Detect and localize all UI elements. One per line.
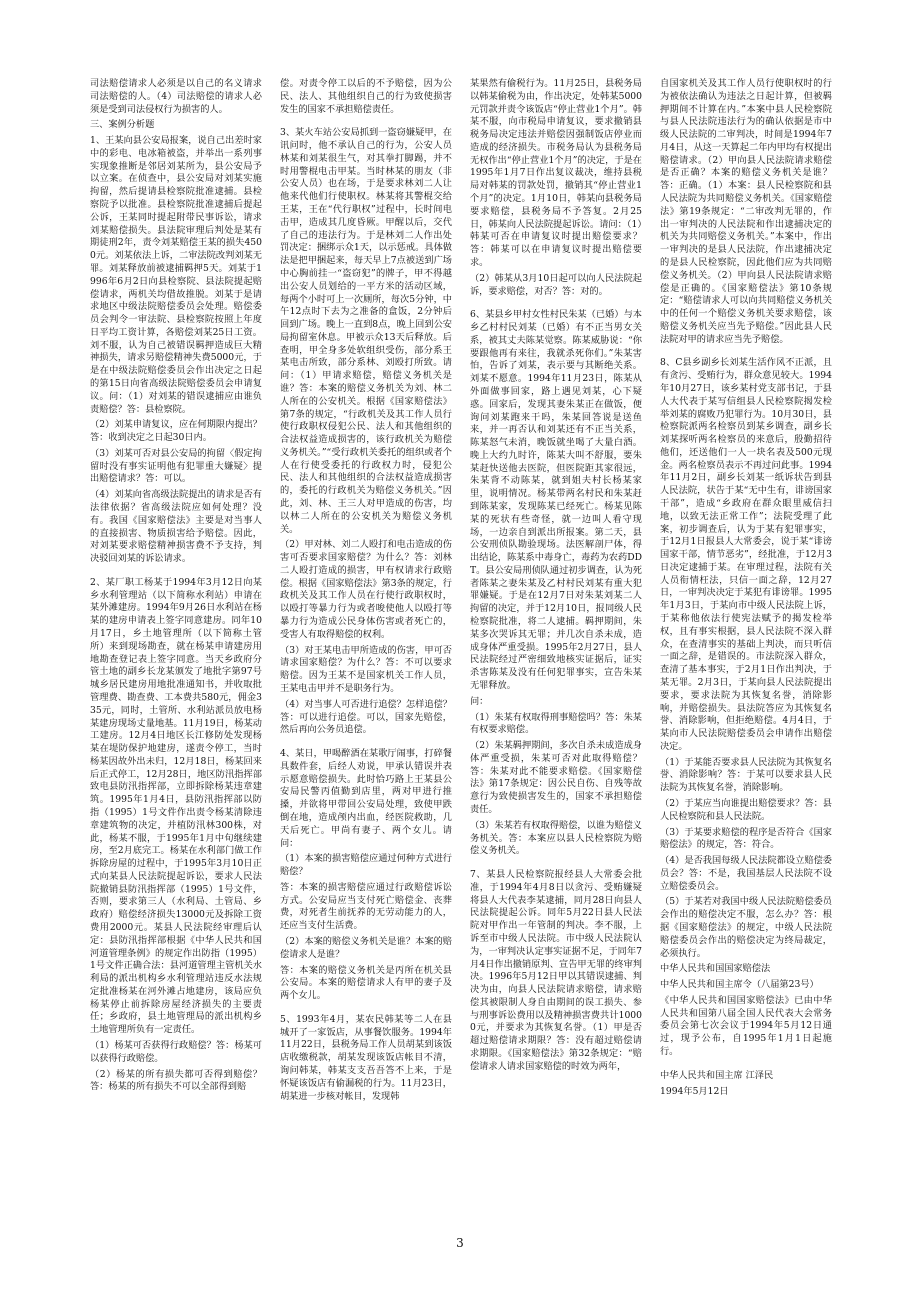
paragraph-gap [280, 1006, 452, 1014]
paragraph: （1）杨某可否获得行政赔偿？答：杨某可以获得行政赔偿。 [90, 1040, 262, 1064]
paragraph: （2）本案的赔偿义务机关是谁？本案的赔偿请求人是谁？ [280, 936, 452, 960]
paragraph-gap [660, 1062, 832, 1070]
paragraph: 7、某县人民检察院报经县人大常委会批准，于1994年4月8日以贪污、受贿嫌疑将县人大代表李某逮捕，同月28日向县人民法院提起公诉。同年5月22日县人民法院对甲作出一年管制的判决。李不服，上诉至市中级人民法院。市中级人民法院认为，一审判决认定事实证据不足，于同年7月4日作出撤销原判、宣告甲无罪的终审判决。1996年5月12日甲以其错误逮捕、判决为由，向县人民法院请求赔偿，请求赔偿其被限制人身自由期间的误工损失、参与刑事诉讼费用以及精神损害费共计10000元，并要求为其恢复名誉。（1）甲是否超过赔偿请求期限？答：没有超过赔偿请求期限。《国家赔偿法》第32条规定：“赔偿请求人请求国家赔偿的时效为两年， [470, 869, 642, 1072]
paragraph: （2）韩某从3月10日起可以向人民法院起诉，要求赔偿，对否？答：对的。 [470, 272, 642, 297]
paragraph: （3）于某要求赔偿的程序是否符合《国家赔偿法》的规定，答：符合。 [660, 826, 832, 851]
paragraph: 偿。对责令停工以后的不予赔偿，因为公民、法人、其他组织自己的行为致使损害发生的国家不承担赔偿责任。 [280, 78, 452, 115]
paragraph: 三、案例分析题 [90, 119, 155, 131]
paragraph: （2）甲对林、刘二人殴打和电击造成的伤害可否要求国家赔偿？为什么？答：刘林二人殴打造成的损害，甲有权请求行政赔偿。根据《国家赔偿法》第3条的规定，行政机关及其工作人员在行使行政职权时，以殴打等暴力行为或者唆使他人以殴打等暴力行为造成公民身体伤害或者死亡的，受害人有取得赔偿的权利。 [280, 539, 452, 640]
column-3 [470, 78, 642, 1233]
paragraph: （4）对当事人可否进行追偿？怎样追偿？答：可以进行追偿。可以，国家先赔偿，然后再向公务员追偿。 [280, 698, 452, 736]
paragraph: （3）朱某若有权取得赔偿，以谁为赔偿义务机关。答：本案应以县人民检察院为赔偿义务机关。 [470, 819, 642, 857]
paragraph-gap [90, 569, 262, 577]
paragraph: （1）本案的损害赔偿应通过何种方式进行赔偿？ [280, 853, 452, 878]
paragraph: 司法赔偿请求人必须是以自己的名义请求司法赔偿的人。（4）司法赔偿的请求人必须是受到司法侵权行为损害的人。 [90, 78, 262, 115]
page-number: 3 [456, 1236, 464, 1250]
column-2 [280, 78, 452, 1233]
text-columns [90, 78, 832, 1233]
paragraph: （3）对王某电击甲所造成的伤害，甲可否请求国家赔偿？为什么？答：不可以要求赔偿。因为王某不是国家机关工作人员，王某电击甲并不是职务行为。 [280, 644, 452, 694]
paragraph: （1）朱某有权取得刑事赔偿吗？答：朱某有权要求赔偿。 [470, 711, 642, 736]
paragraph: 5、1993年4月，某农民韩某等二人在县城开了一家饭店，从事餐饮服务。1994年11月22日，县税务局工作人员胡某到该饭店收缴税款，胡某发现该饭店帐目不清，询问韩某，韩某支支吾吾答不上来，于是怀疑该饭店有偷漏税的行为。11月23日，胡某进一步核对帐目，发现韩 [280, 1013, 452, 1102]
paragraph: （1）于某能否要求县人民法院为其恢复名誉、消除影响？答：于某可以要求县人民法院为其恢复名誉，消除影响。 [660, 756, 832, 794]
paragraph: 中华人民共和国国家赔偿法 [660, 963, 771, 975]
paragraph: （5）于某若对我国中级人民法院赔偿委员会作出的赔偿决定不服，怎么办？答：根据《国家赔偿法》的规定，中级人民法院赔偿委员会作出的赔偿决定为终局裁定，必须执行。 [660, 896, 832, 959]
paragraph: 3、某火车站公安局抓到一盗窃嫌疑甲，在讯问时，他不承认自己的行为，公安人员林某和刘某很生气，对其拳打脚踢，并不时用警棍电击甲某。当时林某的朋友（非公安人员）也在场，于是要求林刘二人让他来代他们行使职权。林某将其警棍交给王某，王在“代行职权”过程中，长时间电击甲，造成其几度昏厥。甲醒以后，交代了自己的违法行为。于是林刘二人作出处罚决定：捆绑示众1天，以示惩戒。具体做法是把甲捆起来，每天早上7点被送到广场中心胸前挂一“盗窃犯”的牌子，甲不得越出公安人员划给的一平方米的活动区域，每两个小时可上一次厕所，每次5分钟，中午12点时下去为之准备的盒饭，2分钟后回到广场。晚上一直到8点，晚上回到公安局拘留室休息。甲被示众13天后释放。后查明，甲全身多处软组织受伤，部分系王某电击所致，部分系林、刘殴打所致。请问：（1）甲请求赔偿，赔偿义务机关是谁？答：本案的赔偿义务机关为刘、林二人所在的公安机关。根据《国家赔偿法》第7条的规定，“行政机关及其工作人员行使行政职权侵犯公民、法人和其他组织的合法权益造成损害的，该行政机关为赔偿义务机关。”“受行政机关委托的组织或者个人在行使受委托的行政权力时，侵犯公民、法人和其他组织的合法权益造成损害的，委托的行政机关为赔偿义务机关。”因此，刘、林、王三人对甲造成的伤害，均以林二人所在的公安机关为赔偿义务机关。 [280, 127, 452, 535]
paragraph: 8、C县乡副乡长刘某生活作风不正派，且有贪污、受贿行为，群众意见较大。1994年10月27日，该乡某村党支部书记，于县人大代表于某写信组县人民检察院揭发检举刘某的腐败乃犯罪行为。10月30日，县检察院派两名检察员到某乡调查，副乡长刘某探听两名检察员的来意后，殷勤招待他们，还送他们一人一块名表及500元现金。两名检察员表示不再过问此事。1994年11月2日，副乡长刘某一纸诉状告到县人民法院，状告于某“无中生有，诽谤国家干部”，造成“乡政府在群众眼里威信扫地，以致无法正常工作”；法院受理了此案，初步调查后，认为于某有犯罪事实，于12月1日报县人大常委会，说于某“诽谤国家干部，情节恶劣”，经批准，于12月3日决定逮捕于某。在审理过程，法院有关人员衔情枉法，只信一面之辞，12月27日，一审判决决定于某犯有诽谤罪。1995年1月3日，于某向市中级人民法院上诉，于某称他依法行使宪法赋予的揭发检举权，且有事实根据，县人民法院不深入群众，在查清事实的基础上判决，而只听信一面之辞，是错误的。市法院深入群众，查清了基本事实，于2月1日作出判决，于某无罪。2月3日，于某向县人民法院提出要求，要求法院为其恢复名誉，消除影响，并赔偿损失。县法院答应为其恢复名誉、消除影响，但拒绝赔偿。4月4日，于某向市人民法院赔偿委员会申请作出赔偿决定。 [660, 357, 832, 752]
paragraph: 答：本案的赔偿义务机关是丙所在机关县公安局。本案的赔偿请求人有甲的妻子及两个女儿。 [280, 964, 452, 1002]
column-4 [660, 78, 832, 1233]
paragraph: 答：本案的损害赔偿应通过行政赔偿诉讼方式。公安局应当支付死亡赔偿金、丧葬费，对死者生前抚养的无劳动能力的人，还应当支付生活费。 [280, 881, 452, 932]
paragraph: 2、某厂职工杨某于1994年3月12日向某乡水利管理站（以下简称水利站）申请在某外滩建房。1994年9月26日水利站在杨某的建房申请表上签字同意建房。同年10月17日，乡土地管理所（以下简称土管所）来到现场勘查，就在杨某申请建房用地勘查登记表上签字同意。当天乡政府分管土地的副乡长龙某颁发了地批字第97号城乡居民建房用地批准通知书，并收取批管理费、勘查费、工本费共580元，佣金335元，同时，土管所、水利站派员放电杨某建房现场丈量地基。11月19日，杨某动工建房。12月4日地区长江修防处发现杨某在堤防保护地建房，遂责令停工，当时杨某因故外出未归，12月18日，杨某回来后正式停工，12月28日，地区防汛指挥部致电县防汛指挥部，立即拆除杨某违章建筑。1995年1月4日，县防汛指挥部以防指（1995）1号文件作出责令杨某清除违章建筑物的决定，并植防汛林300株，对此，杨某不服，于1995年1月中旬继续建房，至2月底完工。杨某在水利部门做工作拆除房屋的过程中，于1995年3月10日正式向某县人民法院提起诉讼，要求人民法院撤销县防汛指挥部（1995）1号文件，否则，要求第三人（水利局、土管局、乡政府）赔偿经济损失13000元及拆除工资费用2000元。某县人民法院经审理后认定：县防汛指挥部根据《中华人民共和国河道管理条例》的规定作出防指（1995）1号文件正确合法：县河道管理主管机关水利局的派出机构乡水利管理站违反水法规定批准杨某在河外滩占地建房，该局应负杨某停止前拆除房屋经济损失的主要责任；乡政府，县土地管理局的派出机构乡土地管理所负有一定责任。 [90, 576, 262, 1036]
paragraph: （2）刘某申请复议，应在何期限内提出？答：收到决定之日起30日内。 [90, 419, 262, 444]
paragraph: 自国家机关及其工作人员行使职权时的行为被依法确认为违法之日起计算，但被羁押期间不计算在内。”本案中县人民检察院与县人民法院违法行为的确认依据是市中级人民法院的二审判决，时间是1994年7月4日，从这一天算起二年内甲均有权提出赔偿请求。（2）甲向县人民法院请求赔偿是否正确？本案的赔偿义务机关是谁？答：正确。（1）本案：县人民检察院和县人民法院为共同赔偿义务机关。《国家赔偿法》第19条规定：“二审改判无罪的，作出一审判决的人民法院和作出逮捕决定的机关为共同赔偿义务机关。”本案中，作出一审判决的是县人民法院，作出逮捕决定的是县人民检察院，因此他们应为共同赔偿义务机关。（2）甲向县人民法院请求赔偿是正确的。《国家赔偿法》第10条规定：“赔偿请求人可以向共同赔偿义务机关中的任何一个赔偿义务机关要求赔偿，该赔偿义务机关应当先予赔偿。”因此县人民法院对甲的请求应当先予赔偿。 [660, 78, 832, 345]
paragraph: 1994年5月12日 [660, 1085, 729, 1097]
paragraph: 1、王某向县公安局报案，说自己出差时家中的彩电、电冰箱被盗，并举出一系列事实现象推断是邻居刘某所为，县公安局予以立案。在侦查中，县公安局对刘某实施拘留，然后提请县检察院批准逮捕。县检察院予以批准。县检察院批准逮捕后提起公诉，王某同时提起附带民事诉讼，请求刘某赔偿损失。县法院审理后判处是某有期徒刑2年，责令刘某赔偿王某的损失4500元。刘某依法上诉，二审法院改判刘某无罪。刘某释放前被逮捕羁押5天。刘某于1996年6月2日向县检察院、县法院提起赔偿请求，两机关均借故推脱。刘某于是请求地区中级法院赔偿委员会处理。赔偿委员会判令一审法院、县检察院按照上年度日平均工资计算，各赔偿刘某25日工资。刘不服，认为自己被错误羁押造成巨大精神损失，请求另赔偿精神失费5000元，于是在中级法院赔偿委员会作出决定之日起的第15日向省高级法院赔偿委员会申请复议。问：（1）对刘某的错误逮捕应由谁负责赔偿？答：县检察院。 [90, 135, 262, 415]
paragraph: （4）刘某向省高级法院提出的请求是否有法律依据？省高级法院应如何处理？没有。我国《国家赔偿法》主要是对当事人的直接损害、物质损害给予赔偿。因此，对刘某要求赔偿精神损害费不予支持，判决驳回刘某的诉讼请求。 [90, 489, 262, 565]
paragraph: 6、某县乡甲村女性村民朱某（已婚）与本乡乙村村民刘某（已婚）有不正当男女关系，被其丈夫陈某觉察。陈某威胁说：“你要跟他再有来往，我就杀死你们。”朱某害怕，告诉了刘某，表示要与其断绝关系。刘某不愿意。1994年11月23日，陈某从外面做事回家，路上遇见刘某，心下疑惑。回家后，发现其妻朱某正在做饭，便询问刘某跑来干吗，朱某回答说是送鱼来，并一再否认和刘某还有不正当关系，陈某怒气未消，晚饭就坐喝了大量白酒。晚上大约九时许，陈某大叫不舒服，要朱某赶快送他去医院，但医院距其家很远，朱某背不动陈某，就到姐夫村长杨某家里，说明情况。杨某带两名村民和朱某赶到陈某家，发现陈某已经死亡。杨某见陈某的死状有些奇怪，就一边叫人看守现场，一边亲自到派出所报案。第二天，县公安刑侦队勘验现场。法医解剖尸体，得出结论，陈某系中毒身亡，毒药为农药DDT。县公安局刑侦队通过初步调查，认为死者陈某之妻朱某及乙村村民刘某有重大犯罪嫌疑。于是在12月7日对朱某刘某二人拘留的决定，并于12月10日，报同级人民检察院批准，将二人逮捕。羁押期间，朱某多次哭诉其无罪；并几次自杀未成，造成身体严重受损。1995年2月27日，县人民法院经过严密细致地核实证据后，证实杀害陈某及没有任何犯罪事实，宣告朱某无罪释放。 [470, 309, 642, 691]
paragraph: 中华人民共和国主席令（八届第23号） [660, 979, 819, 991]
paragraph-gap [280, 740, 452, 748]
paragraph-gap [470, 861, 642, 869]
column-1 [90, 78, 262, 1233]
paragraph: （4）是否我国每级人民法院都设立赔偿委员会？答：不是，我国基层人民法院不设立赔偿委员会。 [660, 855, 832, 892]
paragraph: 《中华人民共和国国家赔偿法》已由中华人民共和国第八届全国人民代表大会常务委员会第七次会议于1994年5月12日通过，现予公布，自1995年1月1日起施行。 [660, 994, 832, 1058]
paragraph: 某果然有偷税行为。11月25日，县税务局以韩某偷税为由，作出决定，处韩某5000元罚款并责令该饭店“停止营业1个月”。韩某不服，向市税局申请复议，要求撤销县税务局决定违法并赔偿因强制饭店停业而造成的经济损失。市税务局认为县税务局无权作出“停止营业1个月”的决定，于是在1995年1月7日作出复议裁决，维持县税局对韩某的罚款处罚，撤销其“停止营业1个月”的决定。1月10日，韩某向县税务局要求赔偿，县税务局不予答复。2月25日，韩某向人民法院提起诉讼。请问：（1）韩某可否在申请复议时提出赔偿要求？答：韩某可以在申请复议时提出赔偿要求。 [470, 78, 642, 268]
paragraph: 问： [470, 695, 489, 707]
paragraph: （3）刘某可否对县公安局的拘留〈假定拘留时没有事实证明他有犯罪重大嫌疑〉提出赔偿请求？答：可以。 [90, 447, 262, 485]
paragraph: 4、某日，甲喝醉酒在某歌厅闹事，打碎餐具数件套，后经人劝说，甲承认错误并表示愿意赔偿损失。此时恰巧路上王某县公安局民警丙值勤到店里，两对甲进行推搡，并欲将甲带回公安局处理，致使甲跌倒在地，造成颅内出血，经医院救助，几天后死亡。甲尚有妻子、两个女儿。请问： [280, 748, 452, 849]
paragraph: （2）于某应当向谁提出赔偿要求？答：县人民检察院和县人民法院。 [660, 797, 832, 822]
paragraph: （2）杨某的所有损失都可否得到赔偿？答：杨某的所有损失不可以全部得到赔 [90, 1068, 262, 1093]
paragraph: （2）朱某羁押期间，多次自杀未成造成身体严重受损，朱某可否对此取得赔偿？答：朱某对此不能要求赔偿。《国家赔偿法》第17条规定：因公民自伤、自残等故意行为致使损害发生的，国家不承担赔偿责任。 [470, 740, 642, 815]
paragraph: 中华人民共和国主席 江泽民 [660, 1069, 774, 1081]
